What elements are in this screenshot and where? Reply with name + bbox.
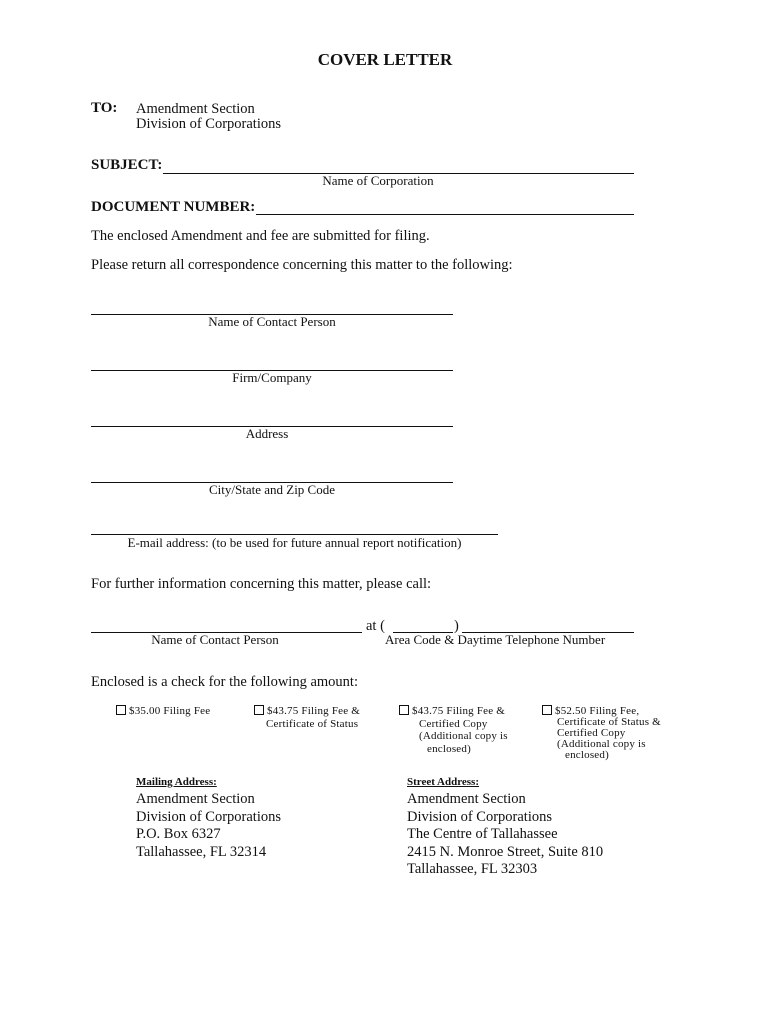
street-address (407, 791, 603, 879)
fee-option-4-line-5: enclosed) (565, 749, 609, 761)
fee-option-2-line-2: Certificate of Status (266, 717, 359, 730)
page-title: COVER LETTER (317, 50, 453, 69)
firm-caption: Firm/Company (232, 370, 312, 385)
address-caption: Address (245, 426, 289, 441)
fee-option-3-line-4: enclosed) (427, 742, 471, 755)
fee-option-3[interactable] (399, 705, 508, 755)
fee-option-1-line-1: $35.00 Filing Fee (129, 705, 211, 717)
return-statement: Please return all correspondence concerning this matter to the following: (91, 257, 513, 273)
street-line-5: Tallahassee, FL 32303 (407, 861, 538, 877)
paren-close: ) (454, 618, 459, 634)
fee-option-3-line-1: $43.75 Filing Fee & (412, 705, 506, 717)
further-info-text: For further information concerning this matter, please call: (91, 576, 432, 592)
checkbox-icon[interactable] (116, 705, 126, 715)
street-line-1: Amendment Section (407, 791, 526, 807)
document-number-label: DOCUMENT NUMBER: (91, 199, 256, 215)
fee-option-4-line-1: $52.50 Filing Fee, (555, 705, 640, 717)
mailing-address-heading: Mailing Address: (136, 776, 217, 788)
mailing-line-2: Division of Corporations (136, 808, 281, 825)
subject-label: SUBJECT: (91, 157, 163, 173)
street-line-3: The Centre of Tallahassee (407, 826, 558, 842)
fee-option-4-line-3: Certified Copy (557, 727, 626, 739)
to-line-1: Amendment Section (136, 101, 255, 117)
fee-option-1[interactable] (116, 705, 210, 717)
document-number-field[interactable] (256, 214, 634, 215)
fee-option-4-line-4: (Additional copy is (557, 738, 646, 750)
contact-name-caption: Name of Contact Person (208, 314, 336, 329)
street-address-heading: Street Address: (407, 776, 480, 788)
street-line-4: 2415 N. Monroe Street, Suite 810 (407, 843, 604, 860)
checkbox-icon[interactable] (399, 705, 409, 715)
enclosed-statement: The enclosed Amendment and fee are submitted for filing. (91, 228, 430, 244)
mailing-line-3: P.O. Box 6327 (136, 826, 221, 842)
mailing-line-4: Tallahassee, FL 32314 (136, 843, 267, 860)
fee-option-4[interactable] (542, 705, 661, 761)
city-state-zip-caption: City/State and Zip Code (208, 482, 335, 497)
fee-option-3-line-2: Certified Copy (419, 717, 488, 730)
fee-option-3-line-3: (Additional copy is (419, 730, 508, 742)
subject-caption: Name of Corporation (322, 173, 434, 188)
to-label: TO: (91, 100, 118, 116)
street-line-2: Division of Corporations (407, 808, 552, 825)
phone-caption: Area Code & Daytime Telephone Number (385, 632, 606, 647)
check-text: Enclosed is a check for the following amount: (91, 674, 358, 690)
email-caption: E-mail address: (to be used for future annual report notification) (127, 535, 462, 550)
mailing-address (136, 791, 281, 861)
to-line-2: Division of Corporations (136, 116, 281, 132)
fee-option-2-line-1: $43.75 Filing Fee & (267, 705, 361, 717)
fee-option-4-line-2: Certificate of Status & (557, 716, 661, 728)
mailing-line-1: Amendment Section (136, 791, 255, 807)
call-contact-name-caption: Name of Contact Person (151, 632, 279, 647)
fee-option-2[interactable] (254, 705, 360, 730)
at-text: at ( (366, 618, 385, 634)
checkbox-icon[interactable] (254, 705, 264, 715)
checkbox-icon[interactable] (542, 705, 552, 715)
